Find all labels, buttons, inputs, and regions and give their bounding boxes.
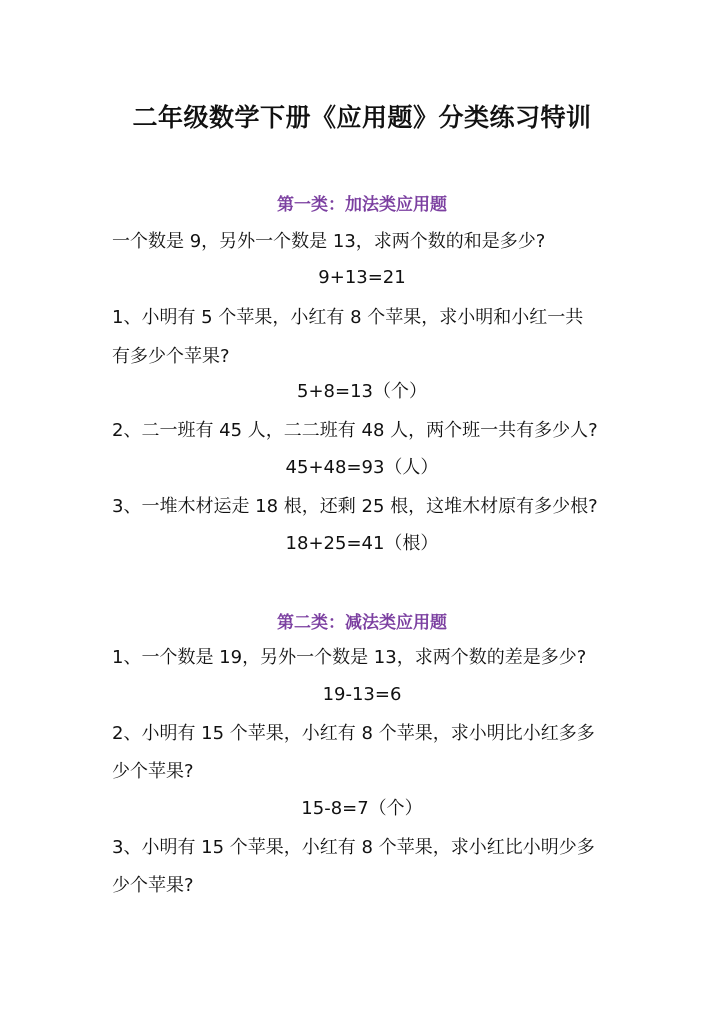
- page-title: 二年级数学下册《应用题》分类练习特训: [132, 103, 592, 132]
- answer-2-addition: 45+48=93（人）: [285, 457, 439, 478]
- question-1-addition-line-1: 1、小明有 5 个苹果，小红有 8 个苹果，求小明和小红一共: [112, 307, 584, 328]
- answer-2-subtraction: 15-8=7（个）: [301, 798, 423, 819]
- question-1-subtraction: 1、一个数是 19，另外一个数是 13，求两个数的差是多少?: [112, 647, 587, 668]
- section-heading-addition: 第一类：加法类应用题: [277, 195, 447, 215]
- question-2-subtraction-line-2: 少个苹果?: [112, 761, 194, 782]
- question-2-addition: 2、二一班有 45 人，二二班有 48 人，两个班一共有多少人?: [112, 420, 598, 441]
- question-1-addition-line-2: 有多少个苹果?: [112, 346, 230, 367]
- question-2-subtraction-line-1: 2、小明有 15 个苹果，小红有 8 个苹果，求小明比小红多多: [112, 723, 595, 744]
- answer-3-addition: 18+25=41（根）: [285, 533, 439, 554]
- answer-1-subtraction: 19-13=6: [322, 684, 402, 705]
- question-3-subtraction-line-2: 少个苹果?: [112, 875, 194, 896]
- answer-1-addition: 5+8=13（个）: [297, 381, 427, 402]
- question-intro-addition: 一个数是 9，另外一个数是 13，求两个数的和是多少?: [112, 231, 546, 252]
- question-3-addition: 3、一堆木材运走 18 根，还剩 25 根，这堆木材原有多少根?: [112, 496, 598, 517]
- question-3-subtraction-line-1: 3、小明有 15 个苹果，小红有 8 个苹果，求小红比小明少多: [112, 837, 595, 858]
- section-heading-subtraction: 第二类：减法类应用题: [277, 613, 447, 633]
- answer-intro-addition: 9+13=21: [318, 267, 406, 288]
